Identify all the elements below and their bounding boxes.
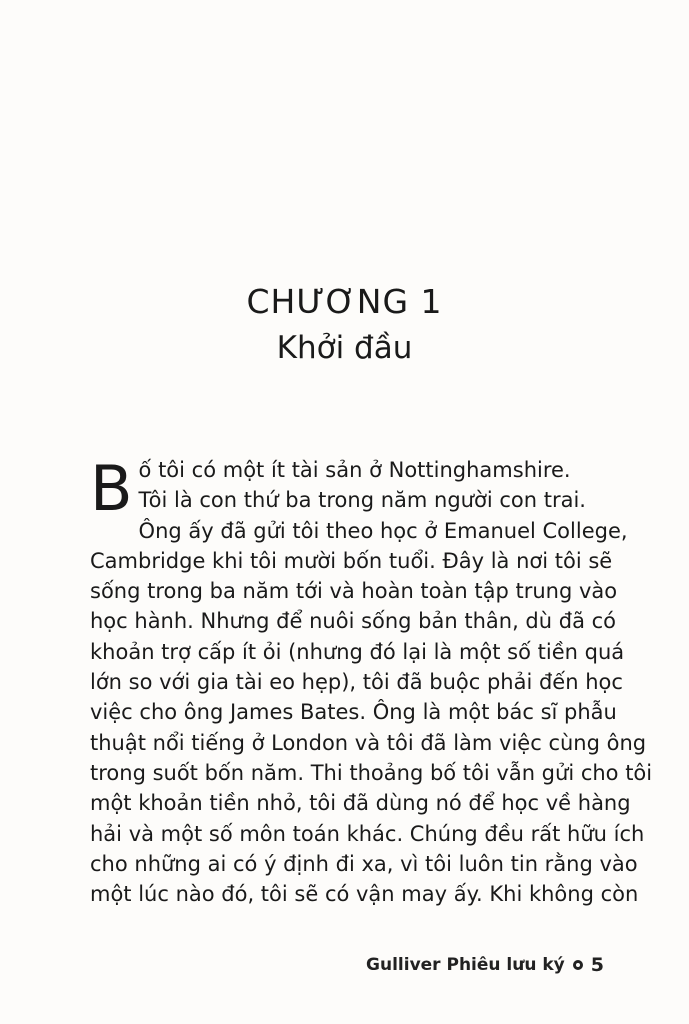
text-line: khoản trợ cấp ít ỏi (nhưng đó lại là một số tiền quá: [90, 639, 625, 664]
body-text: [90, 452, 653, 909]
chapter-number: CHƯƠNG 1: [246, 282, 443, 321]
page-number: 5: [590, 954, 604, 976]
paragraph: [90, 452, 653, 909]
drop-cap: B: [90, 452, 133, 525]
text-line: một lúc nào đó, tôi sẽ có vận may ấy. Khi không còn: [90, 882, 639, 907]
text-line: học hành. Nhưng để nuôi sống bản thân, dù đã có: [90, 609, 617, 634]
text-line: hải và một số môn toán khác. Chúng đều rất hữu ích: [90, 821, 645, 846]
book-title: Gulliver Phiêu lưu ký: [366, 955, 565, 975]
text-line: sống trong ba năm tới và hoàn toàn tập trung vào: [90, 579, 618, 604]
text-line: lớn so với gia tài eo hẹp), tôi đã buộc phải đến học: [90, 670, 623, 695]
text-line: thuật nổi tiếng ở London và tôi đã làm việc cùng ông: [90, 730, 647, 755]
text-line: việc cho ông James Bates. Ông là một bác sĩ phẫu: [90, 700, 617, 725]
text-line: Tôi là con thứ ba trong năm người con trai.: [138, 488, 586, 513]
text-line: một khoản tiền nhỏ, tôi đã dùng nó để học về hàng: [90, 791, 631, 816]
bleed-through-background: [60, 95, 680, 185]
text-line: trong suốt bốn năm. Thi thoảng bố tôi vẫn gửi cho tôi: [90, 760, 653, 785]
text-line: Cambridge khi tôi mười bốn tuổi. Đây là nơi tôi sẽ: [90, 548, 613, 573]
bullet-icon: [573, 960, 583, 970]
text-line: cho những ai có ý định đi xa, vì tôi luôn tin rằng vào: [90, 851, 638, 876]
text-line: Ông ấy đã gửi tôi theo học ở Emanuel College,: [138, 518, 628, 543]
chapter-title: Khởi đầu: [276, 330, 413, 366]
page-footer: [366, 954, 604, 976]
text-line: ố tôi có một ít tài sản ở Nottinghamshire.: [138, 458, 571, 482]
